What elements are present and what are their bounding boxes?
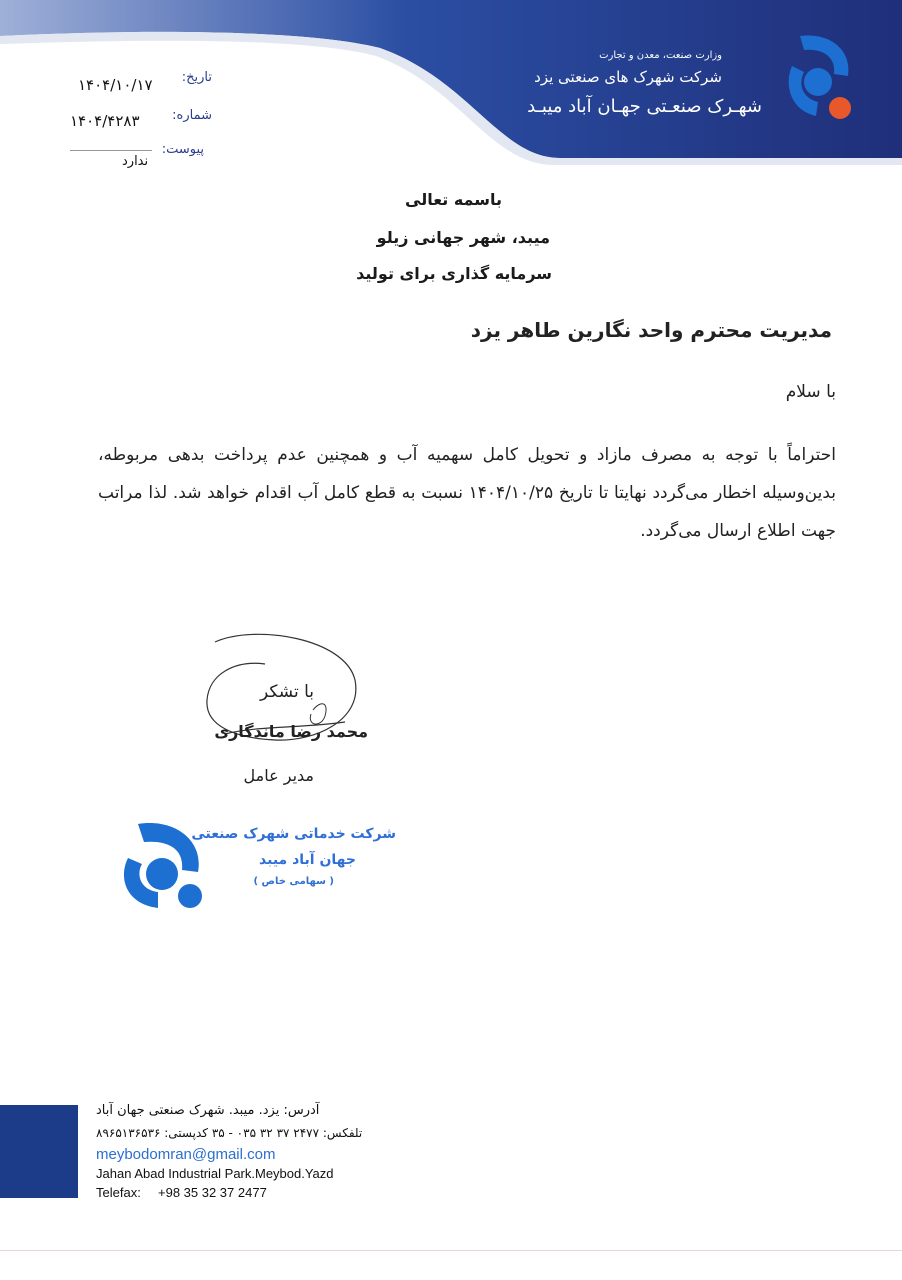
footer-color-block [0,1105,78,1198]
date-label: تاریخ: [181,70,212,85]
greeting: با سلام [785,382,836,402]
attachment-value: ندارد [122,154,149,169]
footer-telefax-label: Telefax: [96,1185,141,1200]
stamp-line-type: ( سهامی خاص ) [253,876,334,887]
closing-text: با تشکر [260,682,314,702]
heading-slogan: میبد، شهر جهانی زیلو [376,228,550,247]
signer-name: محمد رضا ماندگاری [214,722,368,741]
number-value: ۱۴۰۴/۴۲۸۳ [70,112,140,130]
organization-name-secondary: شهـرک صنعـتی جهـان آباد میبـد [527,96,762,117]
stamp-line-location: جهان آباد میبد [259,852,356,868]
body-paragraph: احتراماً با توجه به مصرف مازاد و تحویل کامل سهمیه آب و همچنین عدم پرداخت بدهی مربوطه، بدین‌وسیله اخطار می‌گردد نهایتا تا تاریخ ۱۴۰۴/۱۰/۲۵ نسبت به قطع کامل آب اقدام خواهد شد. لذا مراتب جهت اطلاع ارسال می‌گردد. [98,445,836,541]
ministry-name: وزارت صنعت، معدن و تجارت [599,50,722,61]
footer-telefax-value: +98 35 32 37 2477 [158,1185,267,1200]
company-logo-icon [782,32,856,124]
attachment-label: پیوست: [161,142,204,157]
date-value: ۱۴۰۴/۱۰/۱۷ [78,76,153,94]
heading-invocation: باسمه تعالی [405,190,502,209]
organization-name-primary: شرکت شهرک های صنعتی یزد [534,68,722,86]
footer-english-address: Jahan Abad Industrial Park.Meybod.Yazd [96,1166,334,1181]
number-label: شماره: [172,108,212,123]
signer-title: مدیر عامل [243,766,314,785]
footer-phone-postal: تلفکس: ۲۴۷۷ ۳۷ ۳۲ ۰۳۵ - ۳۵ کدپستی: ۸۹۶۵۱۳۶۵۳۶ [96,1126,363,1140]
attachment-underline [70,150,152,151]
page-bottom-rule [0,1250,902,1251]
heading-year-motto: سرمایه گذاری برای تولید [356,264,552,283]
recipient-line: مدیریت محترم واحد نگارین طاهر یزد [470,318,832,342]
stamp-line-company: شرکت خدماتی شهرک صنعتی [191,826,396,842]
footer-address: آدرس: یزد. میبد. شهرک صنعتی جهان آباد [96,1103,320,1118]
footer-email-link[interactable]: meybodomran@gmail.com [96,1146,276,1163]
